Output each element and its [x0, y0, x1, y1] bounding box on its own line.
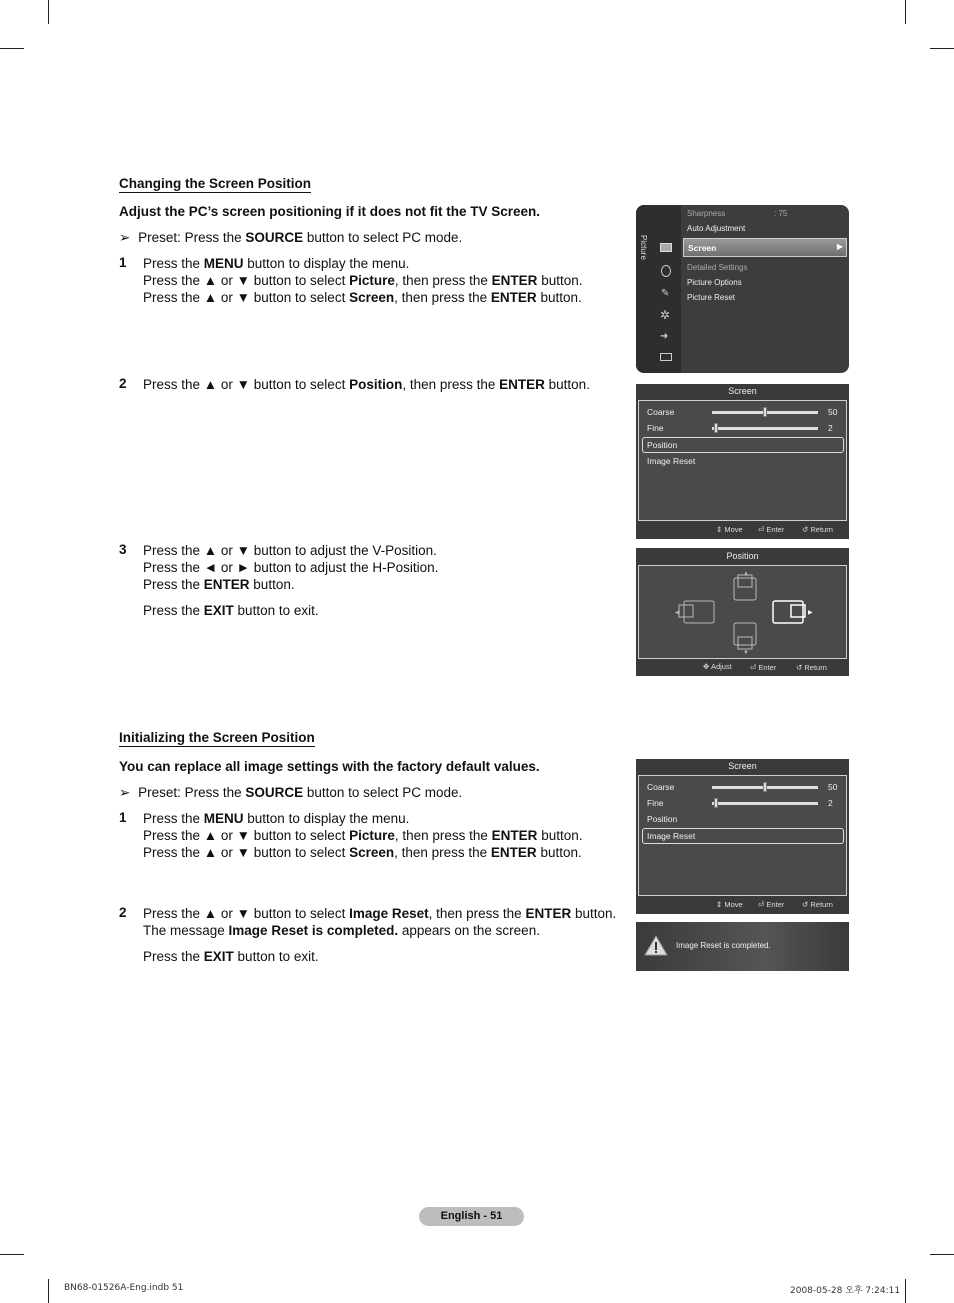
return-hint: ↺ Return — [802, 900, 833, 909]
page-number-badge: English - 51 — [419, 1207, 524, 1226]
move-icon: ✥ — [703, 662, 710, 671]
menu-item-screen: Screen — [688, 243, 717, 253]
footer-date: 2008-05-28 오후 7:24:11 — [790, 1286, 901, 1296]
svg-text:▲: ▲ — [743, 571, 749, 577]
svg-text:▼: ▼ — [743, 650, 749, 656]
return-hint: ↺ Return — [796, 663, 827, 672]
coarse-slider-knob[interactable] — [763, 782, 767, 792]
fine-label: Fine — [647, 423, 664, 433]
menu-item-detailed-settings[interactable]: Detailed Settings — [687, 263, 748, 272]
position-label[interactable]: Position — [647, 814, 678, 824]
down-inner — [738, 637, 752, 649]
section-intro: Adjust the PC’s screen positioning if it does not fit the TV Screen. — [119, 204, 541, 219]
step-text: Press the ▲ or ▼ button to select Image Reset, then press the ENTER button. The message Image Reset is completed. appears on the screen. Press the EXIT button to exit. — [143, 906, 617, 964]
left-inner — [679, 605, 693, 617]
arrow-icon: ➢ — [119, 230, 131, 245]
updown-icon: ⇕ — [716, 525, 723, 534]
menu-item-picture-options[interactable]: Picture Options — [687, 278, 742, 287]
fine-slider[interactable] — [712, 427, 818, 430]
osd-title: Screen — [728, 386, 757, 396]
fine-slider-knob[interactable] — [714, 423, 718, 433]
sidebar-label: Picture — [639, 235, 648, 260]
section-heading: Initializing the Screen Position — [119, 730, 315, 745]
return-icon: ↺ — [796, 663, 803, 672]
screen-osd — [636, 759, 849, 914]
position-label: Position — [647, 440, 678, 450]
svg-text:▶: ▶ — [808, 610, 813, 616]
osd-content — [638, 400, 847, 521]
crop-mark — [0, 1254, 24, 1255]
enter-icon: ⏎ — [750, 663, 757, 672]
enter-hint: ⏎ Enter — [758, 900, 785, 909]
coarse-value: 50 — [828, 782, 838, 792]
step-text: Press the MENU button to display the menu. Press the ▲ or ▼ button to select Picture, then press the ENTER button. Press the ▲ or ▼ button to select Screen, then press the ENTER button. — [143, 811, 583, 860]
fine-value: 2 — [828, 798, 833, 808]
chevron-right-icon: ▶ — [836, 242, 843, 251]
input-icon: ➜ — [660, 331, 669, 342]
section-heading: Changing the Screen Position — [119, 176, 312, 191]
step-number: 2 — [119, 376, 127, 391]
svg-text:◀: ◀ — [675, 610, 680, 616]
coarse-label: Coarse — [647, 407, 675, 417]
osd-content — [638, 775, 847, 896]
menu-item-picture-reset[interactable]: Picture Reset — [687, 293, 736, 302]
step-text: Press the ▲ or ▼ button to select Position, then press the ENTER button. — [143, 377, 590, 392]
crop-mark — [905, 0, 906, 24]
coarse-slider-knob[interactable] — [763, 407, 767, 417]
channel-icon: ✎ — [661, 288, 670, 299]
step-number: 1 — [119, 810, 127, 825]
enter-hint: ⏎ Enter — [750, 663, 777, 672]
down-frame — [734, 623, 756, 645]
picture-menu-osd — [636, 205, 849, 373]
menu-item-auto-adjustment[interactable]: Auto Adjustment — [687, 224, 746, 233]
enter-hint: ⏎ Enter — [758, 525, 785, 534]
return-hint: ↺ Return — [802, 525, 833, 534]
reset-message-text: Image Reset is completed. — [676, 941, 771, 950]
image-reset-label: Image Reset — [647, 831, 696, 841]
move-hint: ⇕ Move — [716, 900, 743, 909]
fine-value: 2 — [828, 423, 833, 433]
image-reset-label[interactable]: Image Reset — [647, 456, 696, 466]
preset-note: ➢ Preset: Press the SOURCE button to select PC mode. — [119, 785, 463, 800]
return-icon: ↺ — [802, 525, 809, 534]
reset-message-box — [636, 922, 849, 971]
enter-icon: ⏎ — [758, 525, 765, 534]
gear-icon: ✲ — [660, 308, 671, 322]
step-text: Press the ▲ or ▼ button to adjust the V-Position. Press the ◄ or ► button to adjust the H-Position. Press the ENTER button. Press the EXIT button to exit. — [143, 543, 439, 618]
enter-icon: ⏎ — [758, 900, 765, 909]
step-number: 1 — [119, 255, 127, 270]
position-diagram — [639, 566, 848, 660]
picture-icon — [660, 243, 672, 252]
up-frame — [734, 578, 756, 600]
arrow-icon: ➢ — [119, 785, 131, 800]
fine-slider[interactable] — [712, 802, 818, 805]
warning-icon — [644, 935, 668, 957]
coarse-label: Coarse — [647, 782, 675, 792]
fine-label: Fine — [647, 798, 664, 808]
crop-mark — [0, 48, 24, 49]
step-number: 2 — [119, 905, 127, 920]
crop-mark — [930, 1254, 954, 1255]
return-icon: ↺ — [802, 900, 809, 909]
osd-content — [638, 565, 847, 659]
fine-slider-knob[interactable] — [714, 798, 718, 808]
position-osd — [636, 548, 849, 676]
footer-file: BN68-01526A-Eng.indb 51 — [64, 1283, 184, 1293]
move-hint: ⇕ Move — [716, 525, 743, 534]
step-number: 3 — [119, 542, 127, 557]
sound-icon — [661, 265, 671, 277]
menu-item-sharpness-value: : 75 — [774, 209, 788, 218]
menu-sidebar — [636, 205, 681, 373]
application-icon — [660, 353, 672, 361]
step-text: Press the MENU button to display the menu. Press the ▲ or ▼ button to select Picture, then press the ENTER button. Press the ▲ or ▼ button to select Screen, then press the ENTER button. — [143, 256, 583, 305]
coarse-value: 50 — [828, 407, 838, 417]
osd-title: Screen — [728, 761, 757, 771]
left-frame — [684, 601, 714, 623]
screen-osd — [636, 384, 849, 539]
crop-mark — [48, 1279, 49, 1303]
adjust-hint: ✥ Adjust — [703, 662, 732, 671]
crop-mark — [930, 48, 954, 49]
crop-mark — [48, 0, 49, 24]
updown-icon: ⇕ — [716, 900, 723, 909]
menu-item-sharpness[interactable]: Sharpness — [687, 209, 726, 218]
section-intro: You can replace all image settings with the factory default values. — [119, 759, 540, 774]
osd-title: Position — [726, 551, 759, 561]
preset-note: ➢ Preset: Press the SOURCE button to select PC mode. — [119, 230, 463, 245]
menu-item-screen-highlight[interactable] — [683, 238, 847, 257]
crop-mark — [905, 1279, 906, 1303]
